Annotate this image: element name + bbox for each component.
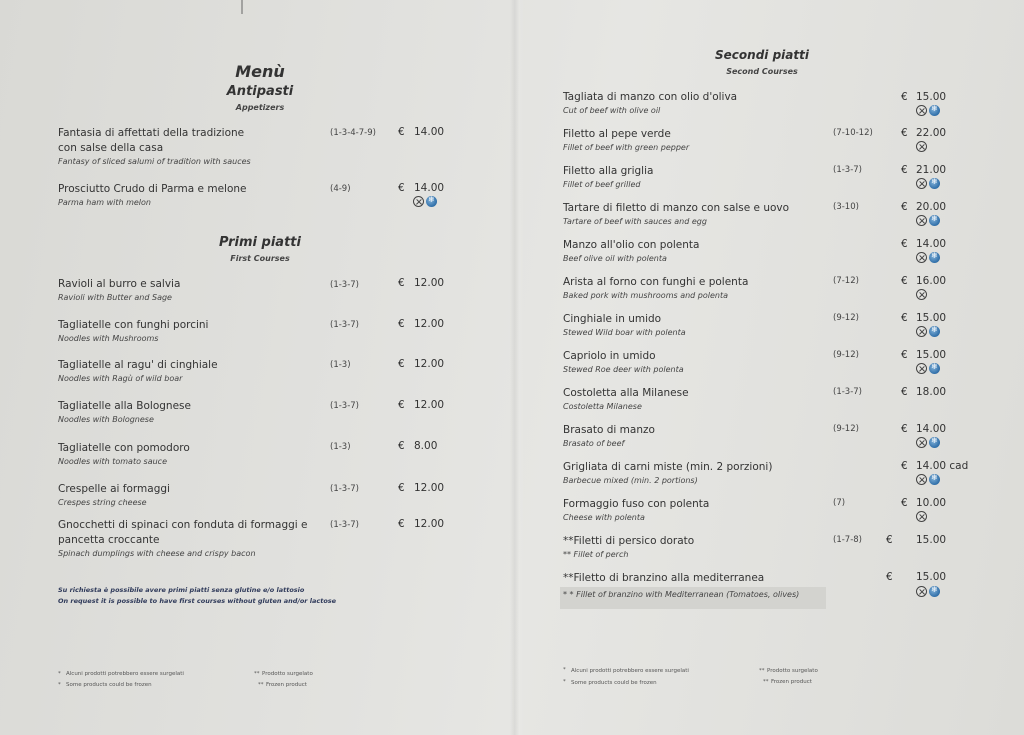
item-name: **Filetto di branzino alla mediterranea xyxy=(563,572,765,584)
footer-star: * xyxy=(563,667,566,673)
menu-item xyxy=(563,460,772,485)
item-allergens: (9-12) xyxy=(833,424,859,434)
item-price: 12.00 xyxy=(414,277,445,289)
item-allergens: (1-3-7) xyxy=(330,320,359,330)
footer-dstar: ** xyxy=(763,679,769,685)
footer-star-it: Alcuni prodotti potrebbero essere surgelati xyxy=(571,668,689,674)
menu-item xyxy=(563,201,789,226)
item-allergens: (1-3-7) xyxy=(330,280,359,290)
gluten-note-en: On request it is possible to have first courses without gluten and/or lactose xyxy=(58,597,337,605)
item-name: Gnocchetti di spinaci con fonduta di formaggi e xyxy=(58,519,308,531)
item-price: 15.00 xyxy=(916,91,947,103)
item-icons xyxy=(916,178,940,189)
no-gluten-icon xyxy=(916,363,927,374)
menu-item xyxy=(58,126,251,166)
currency-symbol: € xyxy=(901,91,908,103)
item-allergens: (1-3) xyxy=(330,442,351,452)
item-allergens: (9-12) xyxy=(833,350,859,360)
item-allergens: (1-3-7) xyxy=(330,484,359,494)
item-description: Ravioli with Butter and Sage xyxy=(58,293,172,302)
frozen-icon xyxy=(929,105,940,116)
item-name-line2: con salse della casa xyxy=(58,142,164,154)
currency-symbol: € xyxy=(901,164,908,176)
item-price: 12.00 xyxy=(414,518,445,530)
item-price: 15.00 xyxy=(916,571,947,583)
item-allergens: (4-9) xyxy=(330,184,351,194)
item-name: Brasato di manzo xyxy=(563,424,655,436)
item-price: 18.00 xyxy=(916,386,947,398)
menu-item xyxy=(563,497,709,522)
item-description: Baked pork with mushrooms and polenta xyxy=(563,291,729,300)
item-name: Tagliatelle con pomodoro xyxy=(58,442,190,454)
item-name: Arista al forno con funghi e polenta xyxy=(563,276,749,288)
currency-symbol: € xyxy=(901,349,908,361)
menu-item xyxy=(563,386,689,411)
item-price: 12.00 xyxy=(414,318,445,330)
antipasti-subtitle: Appetizers xyxy=(235,103,285,112)
frozen-icon xyxy=(929,252,940,263)
item-price: 15.00 xyxy=(916,312,947,324)
item-price: 15.00 xyxy=(916,349,947,361)
footer-star: * xyxy=(58,682,61,688)
item-description: Stewed Wild boar with polenta xyxy=(563,328,686,337)
item-price: 12.00 xyxy=(414,399,445,411)
no-gluten-icon xyxy=(916,252,927,263)
item-name: Prosciutto Crudo di Parma e melone xyxy=(58,183,247,195)
item-allergens: (3-10) xyxy=(833,202,859,212)
menu-item xyxy=(563,238,699,263)
currency-symbol: € xyxy=(398,318,405,330)
item-description: Fillet of beef grilled xyxy=(563,180,641,189)
item-name: Grigliata di carni miste (min. 2 porzioni) xyxy=(563,461,773,473)
currency-symbol: € xyxy=(901,127,908,139)
antipasti-title: Antipasti xyxy=(226,84,294,99)
secondi-subtitle: Second Courses xyxy=(726,67,798,76)
menu-item xyxy=(58,358,218,383)
item-price: 12.00 xyxy=(414,358,445,370)
menu-item xyxy=(563,349,684,374)
item-name: Filetto al pepe verde xyxy=(563,128,671,140)
currency-symbol: € xyxy=(886,534,893,546)
item-description: ** Fillet of perch xyxy=(563,550,629,559)
item-name-line2: pancetta croccante xyxy=(58,534,160,546)
currency-symbol: € xyxy=(901,423,908,435)
footer-dstar-it: Prodotto surgelato xyxy=(262,671,313,677)
item-allergens: (1-3-7) xyxy=(833,165,862,175)
item-price: 14.00 xyxy=(414,126,445,138)
gluten-note-it: Su richiesta è possibile avere primi piatti senza glutine e/o lattosio xyxy=(58,586,305,594)
currency-symbol: € xyxy=(901,275,908,287)
item-allergens: (1-3-7) xyxy=(330,520,359,530)
no-gluten-icon xyxy=(916,474,927,485)
primi-title: Primi piatti xyxy=(219,235,301,250)
item-name: Tagliatelle alla Bolognese xyxy=(58,400,191,412)
currency-symbol: € xyxy=(398,440,405,452)
no-gluten-icon xyxy=(413,196,424,207)
item-name: Crespelle ai formaggi xyxy=(58,483,170,495)
menu-item xyxy=(58,518,308,558)
item-price: 14.00 xyxy=(916,423,947,435)
item-icons xyxy=(916,289,927,300)
secondi-title: Secondi piatti xyxy=(715,48,809,62)
footer-dstar-it: Prodotto surgelato xyxy=(767,668,818,674)
footer-dstar-en: Frozen product xyxy=(771,679,812,685)
item-description: Stewed Roe deer with polenta xyxy=(563,365,684,374)
item-name: Formaggio fuso con polenta xyxy=(563,498,710,510)
footer-star-en: Some products could be frozen xyxy=(571,680,657,686)
item-icons xyxy=(916,105,940,116)
item-description: Costoletta Milanese xyxy=(563,402,642,411)
item-price: 8.00 xyxy=(414,440,438,452)
currency-symbol: € xyxy=(398,277,405,289)
item-name: Fantasia di affettati della tradizione xyxy=(58,127,245,139)
item-name: Costoletta alla Milanese xyxy=(563,387,689,399)
item-price: 20.00 xyxy=(916,201,947,213)
frozen-icon xyxy=(929,586,940,597)
item-icons xyxy=(916,474,940,485)
item-price: 16.00 xyxy=(916,275,947,287)
footer-star: * xyxy=(58,671,61,677)
menu-item xyxy=(563,275,748,300)
menu-item xyxy=(58,277,180,302)
frozen-icon xyxy=(929,474,940,485)
item-icons xyxy=(916,252,940,263)
footer-dstar: ** xyxy=(254,671,260,677)
primi-subtitle: First Courses xyxy=(230,254,290,263)
item-icons xyxy=(916,326,940,337)
item-description: Noodles with Bolognese xyxy=(58,415,154,424)
item-name: Capriolo in umido xyxy=(563,350,656,362)
item-price: 10.00 xyxy=(916,497,947,509)
pen-mark xyxy=(240,0,244,16)
menu-item xyxy=(58,399,191,424)
item-allergens: (9-12) xyxy=(833,313,859,323)
frozen-icon xyxy=(929,178,940,189)
menu-item xyxy=(563,90,737,115)
currency-symbol: € xyxy=(398,482,405,494)
item-name: Filetto alla griglia xyxy=(563,165,654,177)
item-description: * * Fillet of branzino with Mediterranean (Tomatoes, olives) xyxy=(563,590,800,599)
frozen-icon xyxy=(929,363,940,374)
currency-symbol: € xyxy=(398,518,405,530)
no-gluten-icon xyxy=(916,511,927,522)
menu-item xyxy=(563,571,799,599)
item-icons xyxy=(916,363,940,374)
page-fold xyxy=(510,0,524,735)
menu-item xyxy=(563,164,653,189)
item-allergens: (1-3) xyxy=(330,360,351,370)
menu-item xyxy=(563,312,686,337)
item-allergens: (1-3-7) xyxy=(330,401,359,411)
currency-symbol: € xyxy=(901,312,908,324)
currency-symbol: € xyxy=(901,201,908,213)
currency-symbol: € xyxy=(901,460,908,472)
item-description: Parma ham with melon xyxy=(58,198,151,207)
item-icons xyxy=(916,511,927,522)
no-gluten-icon xyxy=(916,586,927,597)
no-gluten-icon xyxy=(916,141,927,152)
footer-dstar-en: Frozen product xyxy=(266,682,307,688)
item-description: Barbecue mixed (min. 2 portions) xyxy=(563,476,698,485)
frozen-icon xyxy=(426,196,437,207)
no-gluten-icon xyxy=(916,178,927,189)
item-name: Tartare di filetto di manzo con salse e uovo xyxy=(563,202,790,214)
item-allergens: (7) xyxy=(833,498,846,508)
menu-item xyxy=(58,182,247,207)
item-icons xyxy=(413,196,437,207)
item-price: 22.00 xyxy=(916,127,947,139)
frozen-icon xyxy=(929,215,940,226)
menu-item xyxy=(58,482,170,507)
item-name: Ravioli al burro e salvia xyxy=(58,278,181,290)
footer-star-it: Alcuni prodotti potrebbero essere surgelati xyxy=(66,671,184,677)
no-gluten-icon xyxy=(916,215,927,226)
item-description: Crespes string cheese xyxy=(58,498,147,507)
item-allergens: (1-7-8) xyxy=(833,535,862,545)
item-description: Cheese with polenta xyxy=(563,513,645,522)
menu-item xyxy=(58,441,190,466)
currency-symbol: € xyxy=(398,126,405,138)
item-name: Cinghiale in umido xyxy=(563,313,662,325)
item-price: 14.00 xyxy=(916,238,947,250)
currency-symbol: € xyxy=(398,358,405,370)
currency-symbol: € xyxy=(398,182,405,194)
item-description: Noodles with Mushrooms xyxy=(58,334,159,343)
currency-symbol: € xyxy=(901,497,908,509)
item-name: **Filetti di persico dorato xyxy=(563,535,695,547)
item-description: Noodles with Ragù of wild boar xyxy=(58,374,183,383)
item-description: Fantasy of sliced salumi of tradition with sauces xyxy=(58,157,251,166)
item-price: 15.00 xyxy=(916,534,947,546)
item-allergens: (7-12) xyxy=(833,276,859,286)
item-name: Manzo all'olio con polenta xyxy=(563,239,700,251)
item-description: Spinach dumplings with cheese and crispy bacon xyxy=(58,549,256,558)
menu-item xyxy=(563,423,655,448)
item-allergens: (1-3-4-7-9) xyxy=(330,128,376,138)
frozen-icon xyxy=(929,437,940,448)
currency-symbol: € xyxy=(901,238,908,250)
item-name: Tagliatelle con funghi porcini xyxy=(58,319,209,331)
footer-dstar: ** xyxy=(258,682,264,688)
item-description: Beef olive oil with polenta xyxy=(563,254,667,263)
menu-title: Menù xyxy=(235,62,285,81)
item-description: Tartare of beef with sauces and egg xyxy=(563,217,707,226)
footer-star-en: Some products could be frozen xyxy=(66,682,152,688)
item-price: 12.00 xyxy=(414,482,445,494)
no-gluten-icon xyxy=(916,105,927,116)
currency-symbol: € xyxy=(398,399,405,411)
item-allergens: (1-3-7) xyxy=(833,387,862,397)
no-gluten-icon xyxy=(916,289,927,300)
item-allergens: (7-10-12) xyxy=(833,128,873,138)
footer-dstar: ** xyxy=(759,668,765,674)
no-gluten-icon xyxy=(916,437,927,448)
currency-symbol: € xyxy=(886,571,893,583)
currency-symbol: € xyxy=(901,386,908,398)
item-icons xyxy=(916,215,940,226)
item-name: Tagliata di manzo con olio d'oliva xyxy=(563,91,738,103)
item-icons xyxy=(916,437,940,448)
item-description: Cut of beef with olive oil xyxy=(563,106,661,115)
menu-item xyxy=(563,127,689,152)
item-description: Noodles with tomato sauce xyxy=(58,457,167,466)
menu-item xyxy=(563,534,694,559)
item-icons xyxy=(916,141,927,152)
item-price: 21.00 xyxy=(916,164,947,176)
item-description: Fillet of beef with green pepper xyxy=(563,143,690,152)
frozen-icon xyxy=(929,326,940,337)
item-price: 14.00 cad xyxy=(916,460,969,472)
item-description: Brasato of beef xyxy=(563,439,625,448)
item-icons xyxy=(916,586,940,597)
no-gluten-icon xyxy=(916,326,927,337)
footer-star: * xyxy=(563,679,566,685)
item-name: Tagliatelle al ragu' di cinghiale xyxy=(58,359,218,371)
item-price: 14.00 xyxy=(414,182,445,194)
menu-item xyxy=(58,318,208,343)
